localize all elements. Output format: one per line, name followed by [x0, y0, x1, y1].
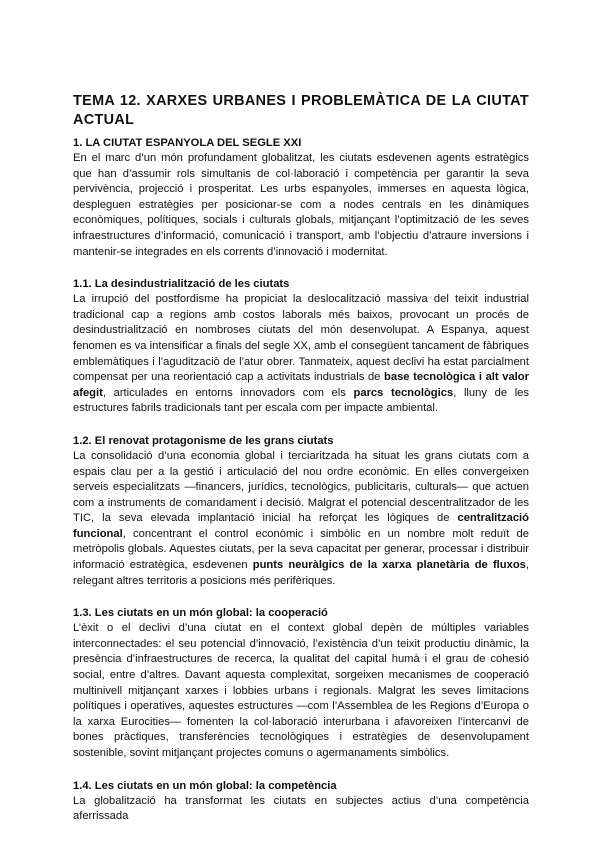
text-run: L’èxit o el declivi d’una ciutat en el context global depèn de múltiples variables interconnectades: el seu potencial d’innovació, l’existència d’un teixit productiu dinàmic, la presència d’infraestructures de recerca, la qualitat del capital humà i el grau de cohesió social, entre d’altres. Davant aquesta complexitat, sorgeixen mecanismes de cooperació multinivell mitjançant xarxes i lobbies urbans i regionals. Malgrat les seves limitacions polítiques i operatives, aquestes estructures —com l’Assemblea de les Regions d’Europa o la xarxa Eurocities— fomenten la col·laboració interurbana i afavoreixen l’intercanvi de bones pràctiques, transferències tecnològiques i estratègies de desenvolupament sostenible, sovint mitjançant projectes comuns o agermanaments simbòlics.	[73, 622, 529, 759]
text-run: , lluny de les estructures fabrils tradicionals tant per escala com per impacte ambiental.	[73, 386, 529, 415]
section-heading-1-1: 1.1. La desindustrialització de les ciutats	[73, 278, 290, 291]
section-heading-1-4: 1.4. Les ciutats en un món global: la competència	[73, 779, 337, 792]
text-run: La irrupció del postfordisme ha propiciat la deslocalització massiva del teixit industrial tradicional cap a regions amb costos laborals més baixos, provocant un procés de desindustrialització en nombroses ciutats del món desenvolupat. A Espanya, aquest fenomen es va intensificar a finals del segle XX, amb el consegüent tancament de fàbriques emblemàtiques i l’aguditzaciò de l’atur obrer. Tanmateix, aquest declivi ha estat parcialment compensat per una reorientació cap a activitats industrials de	[73, 293, 529, 384]
section-1-4-paragraph	[73, 794, 529, 825]
text-run: La globalització ha transformat les ciutats en subjectes actius d’una competència aferrissada	[73, 794, 529, 823]
section-1-2-paragraph	[73, 449, 529, 589]
section-1-3-paragraph	[73, 621, 529, 761]
document-page	[73, 92, 529, 825]
document-title: TEMA 12. XARXES URBANES I PROBLEMÀTICA DE LA CIUTAT ACTUAL	[73, 93, 529, 128]
section-heading-1: 1. LA CIUTAT ESPANYOLA DEL SEGLE XXI	[73, 137, 302, 149]
bold-term: centralització funcional	[73, 512, 529, 540]
text-run: La consolidació d’una economia global i terciaritzada ha situat les grans ciutats com a espais clau per a la gestió i articulació del nou ordre econòmic. En elles convergeixen serveis especialitzats —financers, jurídics, tecnològics, publicitaris, culturals— que actuen com a instruments de comandament i decisió. Malgrat el potencial descentralitzador de les TIC, la seva elevada implantació inicial ha reforçat les lògiques de	[73, 449, 529, 525]
bold-term: punts neuràlgics de la xarxa planetària de fluxos	[252, 559, 526, 572]
bold-term: parcs tecnològics	[353, 386, 454, 399]
bold-term: base tecnològica i alt valor afegit	[73, 371, 529, 399]
section-heading-1-2: 1.2. El renovat protagonisme de les grans ciutats	[73, 434, 334, 447]
text-run: , articulades en entorns innovadors com els	[102, 386, 354, 399]
section-heading-1-3: 1.3. Les ciutats en un món global: la cooperació	[73, 607, 328, 620]
section-1-paragraph	[73, 151, 529, 260]
text-run: , concentrant el control econòmic i simbòlic en un nombre molt reduït de metròpolis globals. Aquestes ciutats, per la seva capacitat per generar, processar i distribuir informació estratègica, esdevenen	[73, 527, 529, 572]
section-1-1-paragraph	[73, 292, 529, 417]
text-run: , relegant altres territoris a posicions més perifèriques.	[73, 559, 529, 587]
text-run: En el marc d’un món profundament globalitzat, les ciutats esdevenen agents estratègics que han d’assumir rols simultanis de col·laboració i competència per garantir la seva pervivència, projecció i prosperitat. Les urbs espanyoles, immerses en aquesta lògica, despleguen estratègies per posicionar-se com a nodes centrals en les dinàmiques econòmiques, polítiques, socials i culturals globals, mitjançant l’optimització de les seves infraestructures d’informació, comunicació i transport, amb l’objectiu d’atraure inversions i mantenir-se integrades en els corrents d’innovació i modernitat.	[73, 152, 529, 258]
